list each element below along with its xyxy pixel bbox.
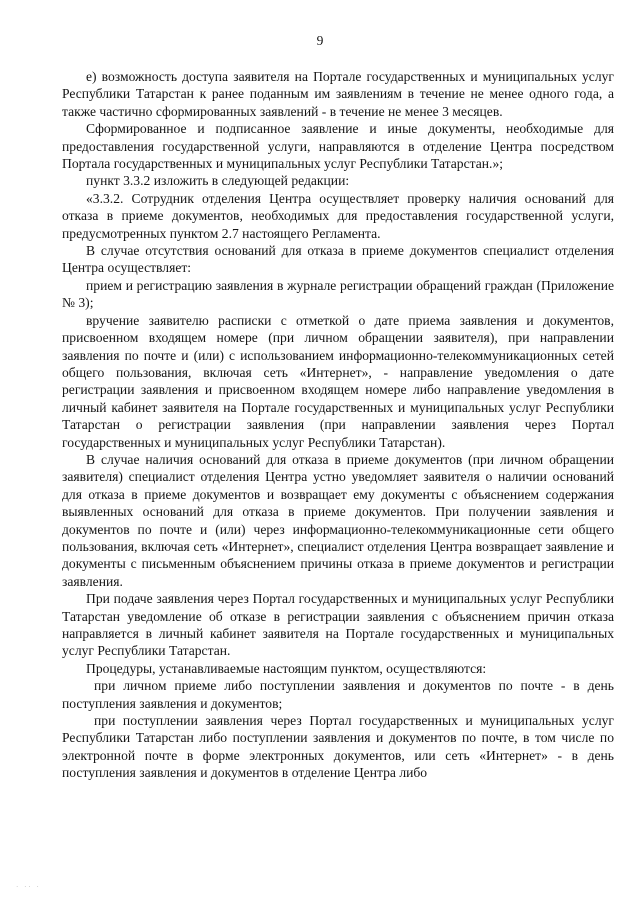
paragraph-portal-receipt: при поступлении заявления через Портал государственных и муниципальных услуг Республики Татарстан либо поступлении заявления и документов по почте, в том числе по электронной почте в форме электронных документов, или сеть «Интернет» - в день поступления заявления и документов в отделение Центра либо: [62, 713, 614, 781]
paragraph-3-3-2: «3.3.2. Сотрудник отделения Центра осуществляет проверку наличия оснований для отказа в приеме документов, необходимых для предоставления государственной услуги, предусмотренных пунктом 2.7 настоящего Регламента.: [62, 190, 614, 241]
paragraph-personal-reception: при личном приеме либо поступлении заявления и документов по почте - в день поступления заявления и документов;: [62, 678, 614, 711]
paragraph-no-grounds: В случае отсутствия оснований для отказа в приеме документов специалист отделения Центра осуществляет:: [62, 243, 614, 276]
scan-noise-mark: · ·· ·: [16, 883, 41, 891]
paragraph-procedures: Процедуры, устанавливаемые настоящим пунктом, осуществляются:: [86, 660, 487, 676]
page-number: 9: [316, 33, 324, 48]
paragraph-portal-refusal: При подаче заявления через Портал государственных и муниципальных услуг Республики Татарстан уведомление об отказе в регистрации заявления с объяснением причин отказа направляется в личный кабинет заявителя на Портале государственных и муниципальных услуг Республики Татарстан.: [62, 591, 614, 659]
document-body: [62, 68, 614, 782]
paragraph-receipt: вручение заявителю расписки с отметкой о дате приема заявления и документов, присвоенном входящем номере (при личном обращении заявителя), при направлении заявления по почте и (или) с использованием информационно-телекоммуникационных сетей общего пользования, включая сеть «Интернет», - направление уведомления о дате регистрации заявления и присвоенном входящем номере либо направление уведомления в личный кабинет заявителя на Портале государственных и муниципальных услуг Республики Татарстан о регистрации заявления (при направлении заявления через Портал государственных и муниципальных услуг Республики Татарстан).: [62, 312, 614, 450]
paragraph-amendment-intro: пункт 3.3.2 изложить в следующей редакции:: [86, 173, 350, 189]
paragraph-grounds-refusal: В случае наличия оснований для отказа в приеме документов (при личном обращении заявителя) специалист отделения Центра устно уведомляет заявителя о наличии оснований для отказа в приеме документов и возвращает ему документы с объяснением содержания выявленных оснований для отказа в приеме документов. При получении заявления и документов по почте и (или) через информационно-телекоммуникационные сети общего пользования, включая сеть «Интернет», специалист отделения Центра возвращает заявление и документы с письменным объяснением причины отказа в приеме документов и регистрации заявления.: [62, 451, 614, 589]
paragraph-registration: прием и регистрацию заявления в журнале регистрации обращений граждан (Приложение № 3);: [62, 277, 614, 311]
paragraph-item-e: е) возможность доступа заявителя на Портале государственных и муниципальных услуг Республики Татарстан к ранее поданным им заявлениям в течение не менее одного года, а также частично сформированных заявлений - в течение не менее 3 месяцев.: [62, 69, 614, 119]
paragraph-submission: Сформированное и подписанное заявление и иные документы, необходимые для предоставления государственной услуги, направляются в отделение Центра посредством Портала государственных и муниципальных услуг Республики Татарстан.»;: [62, 121, 614, 172]
